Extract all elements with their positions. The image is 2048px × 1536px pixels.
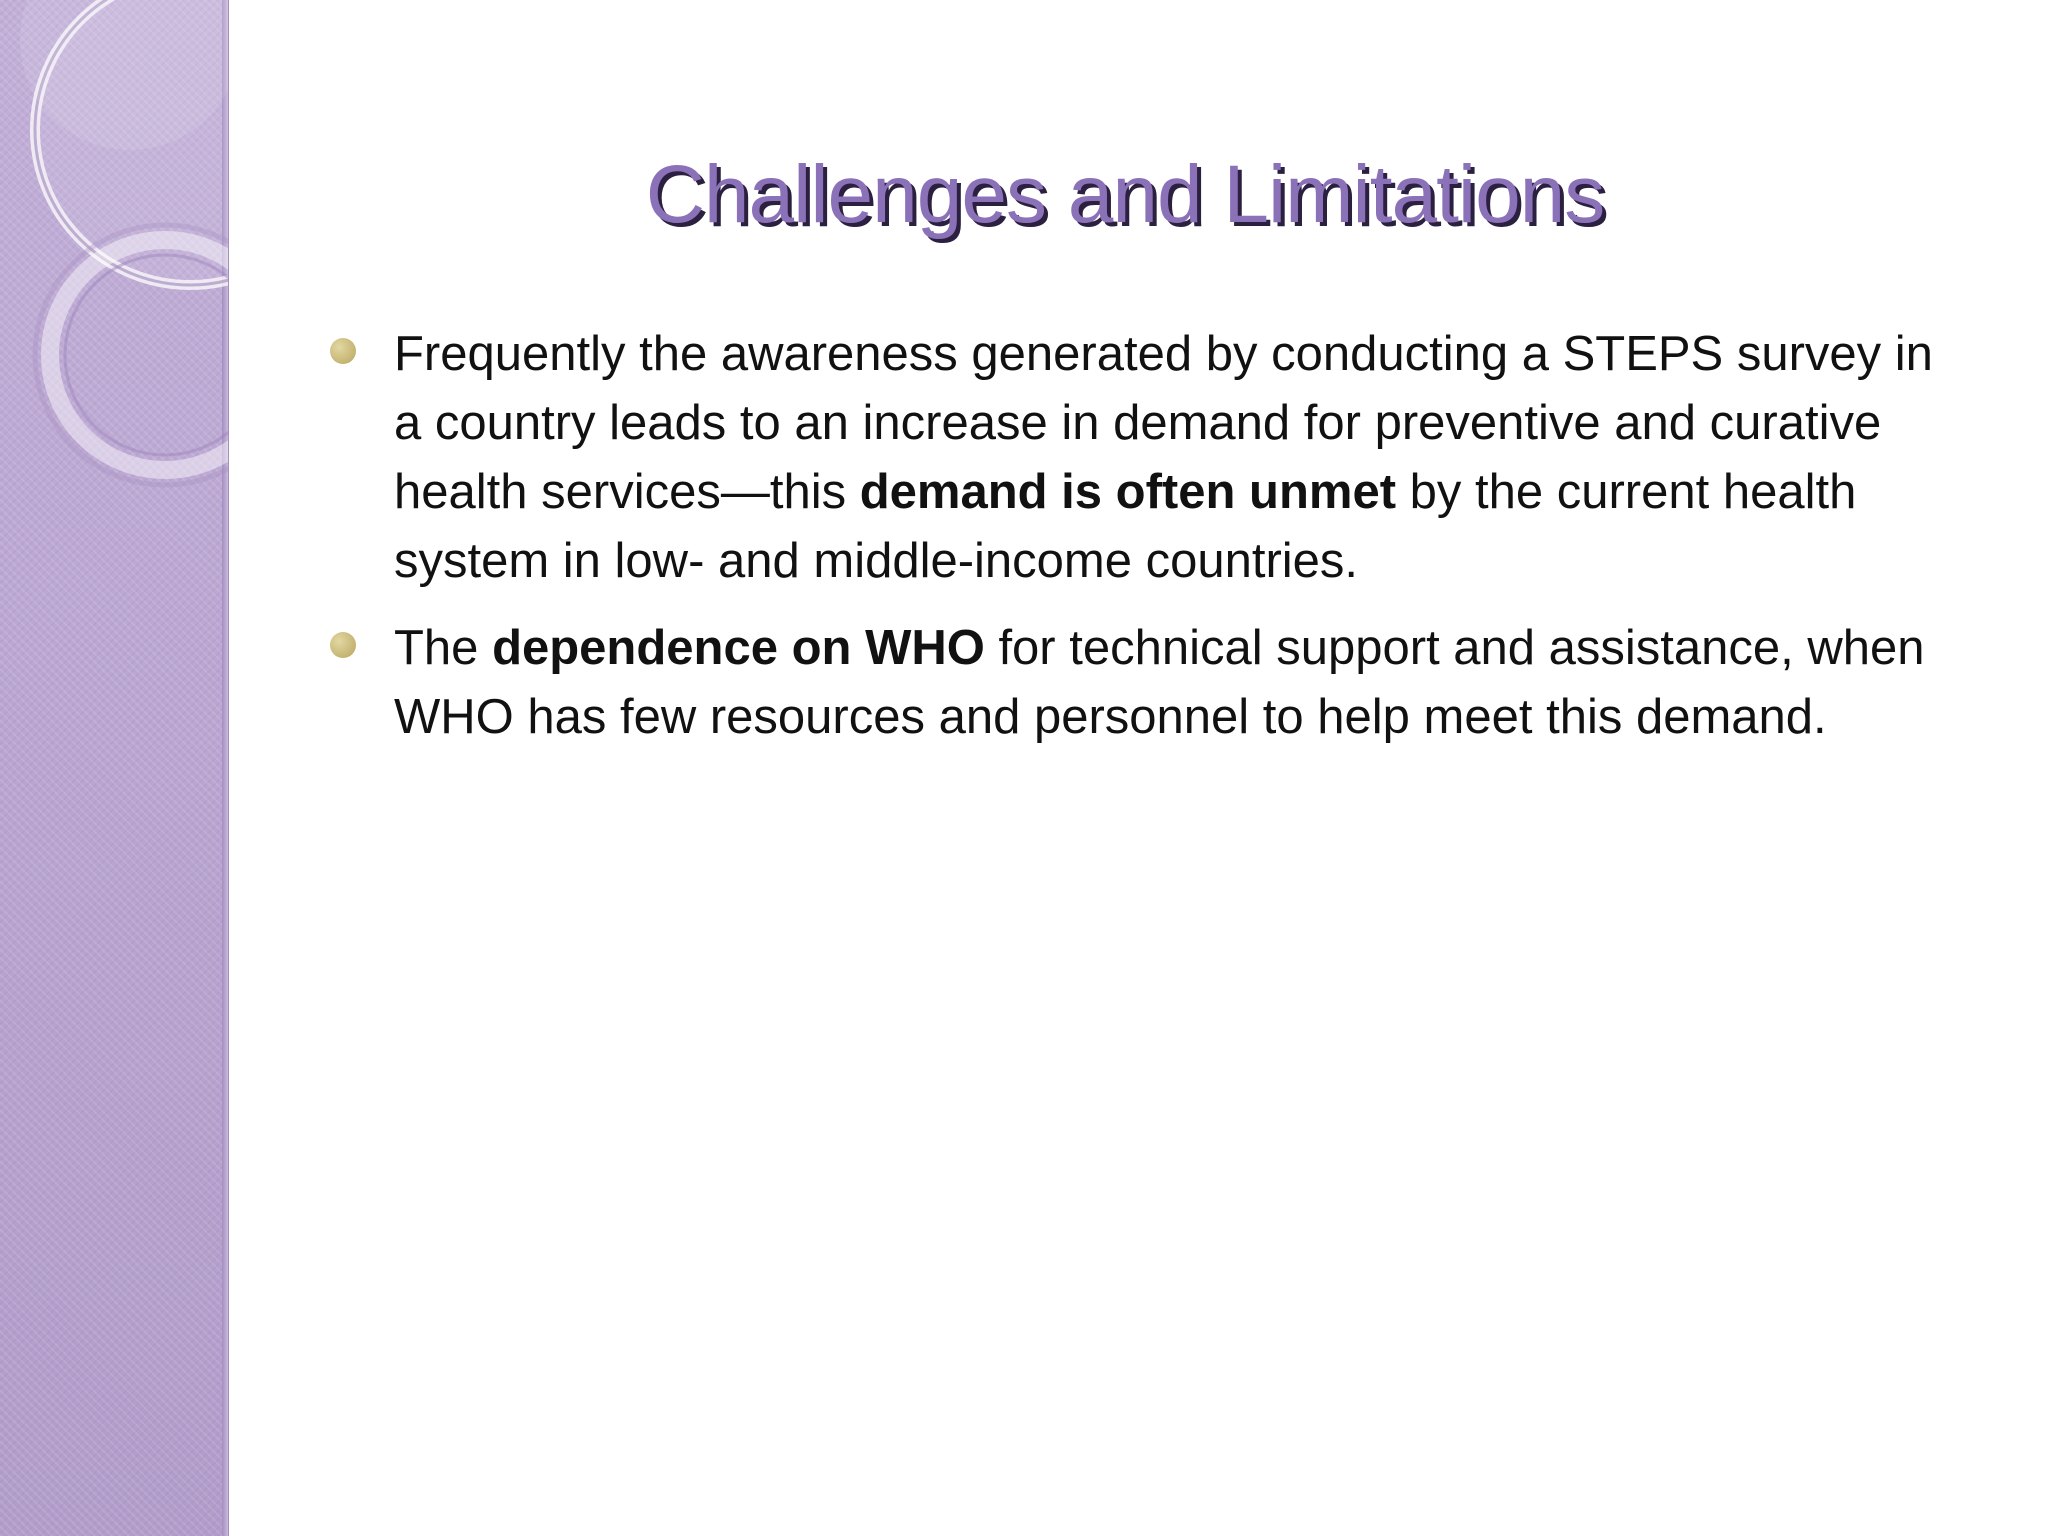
bullet-bold-text: demand is often unmet [859, 465, 1397, 519]
bullet-list [330, 320, 1970, 770]
bullet-text-part: The [394, 621, 493, 675]
bullet-bold-text: dependence on WHO [492, 621, 985, 675]
decorative-circles [0, 0, 228, 500]
bullet-text-part: by the current health system in low- and middle-income countries. [394, 465, 1857, 588]
bullet-text-part: Frequently the awareness generated by conducting a STEPS survey in a country leads to an increase in demand for preventive and curative health services—this [394, 327, 1933, 519]
slide-title: Challenges and Limitations [645, 149, 1605, 240]
bullet-dot-icon [330, 632, 356, 658]
bullet-dot-icon [330, 338, 356, 364]
bullet-text-part: for technical support and assistance, when WHO has few resources and personnel to help meet this demand. [394, 621, 1925, 744]
bullet-item [330, 614, 1970, 752]
bullet-item [330, 320, 1970, 596]
